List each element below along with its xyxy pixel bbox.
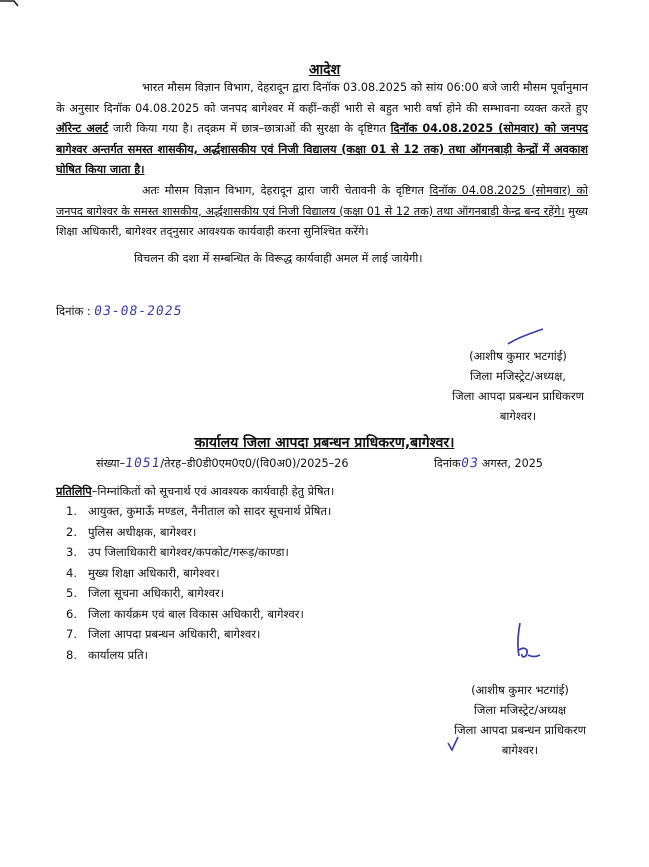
signatory-1-designation: जिला मजिस्ट्रेट/अध्यक्ष, xyxy=(470,369,566,383)
signatory-1-authority: जिला आपदा प्रबन्धन प्राधिकरण xyxy=(452,389,584,403)
list-item: 5. जिला सूचना अधिकारी, बागेश्वर। xyxy=(66,586,225,600)
list-item: 1. आयुक्त, कुमाऊँ मण्डल, नैनीताल को सादर सूचनार्थ प्रेषित। xyxy=(66,504,332,518)
list-item: 2. पुलिस अधीक्षक, बागेश्वर। xyxy=(66,524,197,539)
closure-notice: दिनॉक 04.08.2025 (सोमवार) को जनपद बागेश्वर के समस्त शासकीय, अर्द्धशासकीय एवं निजी विद्यालय (कक्षा 01 से 12 तक) तथा ऑगनबाड़ी केन्द्र बन्द रहेंगे। xyxy=(56,183,588,218)
copy-label: प्रतिलिपि xyxy=(56,485,92,498)
list-item: 6. जिला कार्यक्रम एवं बाल विकास अधिकारी, बागेश्वर। xyxy=(66,606,304,621)
signature-2 xyxy=(508,620,544,664)
paragraph-3: विचलन की दशा में सम्बन्धित के विरूद्ध कार्यवाही अमल में लाई जायेगी। xyxy=(134,251,423,265)
signatory-1-name: (आशीष कुमार भटगांई) xyxy=(469,349,567,363)
signatory-2-name: (आशीष कुमार भटगांई) xyxy=(471,683,569,697)
ref-date-rest: अगस्त, 2025 xyxy=(481,457,543,470)
copy-recipients-list xyxy=(66,501,331,665)
order-date xyxy=(56,304,183,319)
signatory-2-place: बागेश्वर। xyxy=(501,743,539,757)
signatory-block-1 xyxy=(418,346,618,426)
copy-heading xyxy=(56,484,334,499)
office-title: कार्यालय जिला आपदा प्रबन्धन प्राधिकरण,बागेश्वर। xyxy=(194,435,455,451)
para1-mid: जारी किया गया है। तद्‌क्रम में छात्र–छात्राओं की सुरक्षा के दृष्टिगत xyxy=(108,122,391,136)
orange-alert-text: ऑरेन्ट अलर्ट xyxy=(56,122,109,136)
ref-number-handwritten: 1051 xyxy=(124,456,162,471)
order-body xyxy=(56,78,588,269)
ref-rest: /तेरह–डी0डी0एम0ए0/(वि0अ0)/2025–26 xyxy=(160,457,349,470)
paragraph-2 xyxy=(56,181,588,243)
paragraph-1 xyxy=(56,78,588,181)
list-item: 8. कार्यालय प्रति। xyxy=(66,647,149,662)
signatory-1-place: बागेश्वर। xyxy=(499,409,537,423)
signatory-2-designation: जिला मजिस्ट्रेट/अध्यक्ष xyxy=(473,703,567,717)
handwritten-date: 03-08-2025 xyxy=(93,304,184,319)
page-title: आदेश xyxy=(308,62,341,78)
para2-tail: मुख्य शिक्षा अधिकारी, बागेश्वर तद्नुसार आवश्यक कार्यवाही करना सुनिश्चित करेंगे। xyxy=(56,204,588,239)
copy-text: –निम्नांकितों को सूचनार्थ एवं आवश्यक कार्यवाही हेतु प्रेषित। xyxy=(91,485,335,498)
reference-number xyxy=(96,456,348,471)
holiday-declaration: दिनॉक 04.08.2025 (सोमवार) को जनपद बागेश्वर अन्तर्गत समस्त शासकीय, अर्द्धशासकीय एवं निजी विद्यालय (कक्षा 01 से 12 तक) तथा ऑगनबाड़ी केन्द्रों में अवकाश घोषित किया जाता है। xyxy=(56,122,588,177)
signature-1 xyxy=(505,326,547,348)
date-label: दिनांक : xyxy=(56,304,91,318)
list-item: 7. जिला आपदा प्रबन्धन अधिकारी, बागेश्वर। xyxy=(66,627,261,641)
list-item: 3. उप जिलाधिकारी बागेश्वर/कपकोट/गरूड़/काण्डा। xyxy=(66,545,289,559)
para2-lead: अतः मौसम विज्ञान विभाग, देहरादून द्वारा जारी चेतावनी के दृष्टिगत xyxy=(142,183,430,197)
signatory-block-2 xyxy=(420,680,620,760)
corner-mark xyxy=(0,0,22,10)
ref-date-day: 03 xyxy=(459,456,480,471)
signatory-2-authority: जिला आपदा प्रबन्धन प्राधिकरण xyxy=(454,723,586,737)
ref-date-label: दिनांक xyxy=(434,457,461,470)
ref-label: संख्या– xyxy=(96,457,126,470)
list-item: 4. मुख्य शिक्षा अधिकारी, बागेश्वर। xyxy=(66,565,220,580)
reference-date xyxy=(434,456,543,471)
para1-lead: भारत मौसम विज्ञान विभाग, देहरादून द्वारा दिनॉक 03.08.2025 को सांय 06:00 बजे जारी मौसम पूर्वानुमान के अनुसार दिनॉक 04.08.2025 को जनपद बागेश्वर में कहीं–कहीं भारी से बहुत भारी वर्षा होने की सम्भावना व्यक्त करते हुए xyxy=(56,81,588,115)
